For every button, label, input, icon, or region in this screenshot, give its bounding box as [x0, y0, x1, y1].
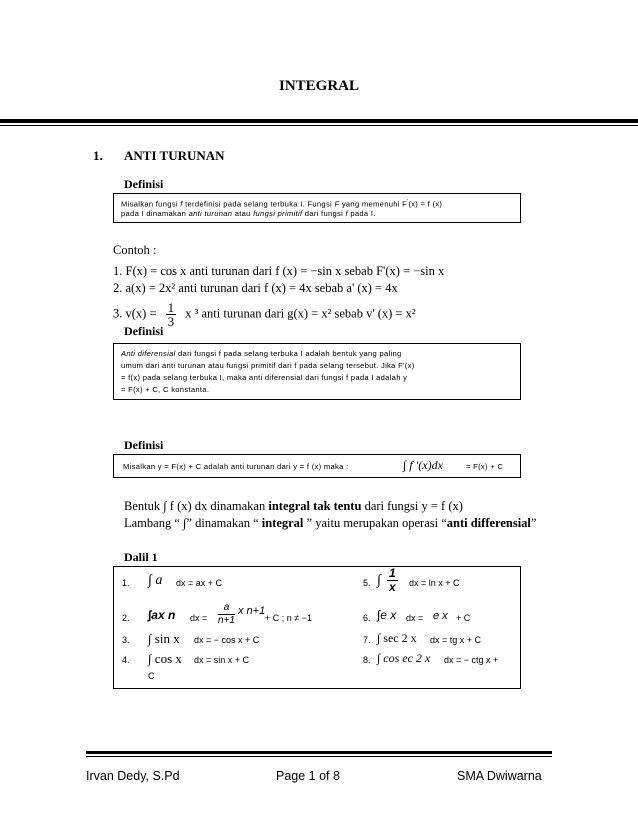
definition-1-line-2: pada I dinamakan anti turunan atau fungsi primitif dari fungsi f pada I.	[121, 209, 376, 218]
section-number: 1.	[93, 148, 103, 163]
dalil-item-6-tail: + C	[456, 613, 471, 623]
dalil-heading: Dalil 1	[124, 550, 158, 564]
dalil-item-7-number: 7.	[363, 635, 371, 645]
dalil-item-2-tail: + C ; n ≠ −1	[265, 613, 312, 623]
dalil-item-6-formula: ∫e x	[377, 608, 397, 622]
page-title: INTEGRAL	[278, 78, 360, 94]
definition-1-heading: Definisi	[124, 177, 164, 191]
footer-page-number: Page 1 of 8	[276, 769, 340, 783]
definition-3-result: = F(x) + C	[466, 462, 504, 471]
dalil-item-8-result: dx = − ctg x +	[444, 655, 499, 665]
dalil-item-2-number: 2.	[122, 613, 130, 623]
footer-rule-thick	[86, 751, 552, 754]
dalil-item-2-power: x n+1	[238, 605, 266, 617]
dalil-item-3-number: 3.	[122, 635, 130, 645]
dalil-item-3-formula: ∫ sin x	[148, 631, 180, 646]
example-3-fraction: $\frac{1}{3}$	[167, 300, 175, 329]
definition-3-text: Misalkan y = F(x) + C adalah anti turunan dari y = f (x) maka :	[123, 462, 349, 471]
definition-3-box	[113, 454, 521, 478]
dalil-item-5-result: dx = ln x + C	[409, 578, 460, 588]
definition-2-line-3: = f(x) pada selang terbuka I, maka anti diferensial dari fungsi f pada I adalah y	[121, 373, 408, 382]
definition-1-line-1: Misalkan fungsi f terdefinisi pada selang terbuka I. Fungsi F yang memenuhi F'(x) = f (x)	[121, 199, 443, 209]
dalil-item-1-number: 1.	[122, 578, 130, 588]
dalil-item-3-result: dx = − cos x + C	[194, 635, 260, 645]
example-3-text: x ³ anti turunan dari g(x) = x² sebab v' (x) = x²	[185, 306, 416, 321]
definition-3-formula: ∫ f ′(x)dx	[403, 458, 443, 472]
lambang-line: Lambang “ ∫” dinamakan “ integral ” yaitu merupakan operasi “anti differensial”	[124, 516, 537, 530]
bentuk-line: Bentuk ∫ f (x) dx dinamakan integral tak tentu dari fungsi y = f (x)	[124, 499, 463, 513]
dalil-item-2-dx: dx =	[190, 613, 208, 623]
dalil-item-4-result: dx = sin x + C	[194, 655, 250, 665]
footer-school: SMA Dwiwarna	[457, 769, 542, 783]
footer-author: Irvan Dedy, S.Pd	[86, 769, 180, 783]
example-3-label: 3. v(x) =	[113, 306, 157, 321]
dalil-item-4-number: 4.	[122, 655, 130, 665]
dalil-item-8-number: 8.	[363, 655, 371, 665]
dalil-item-6-power: e x	[433, 610, 448, 622]
footer-rule-thin	[86, 756, 552, 757]
definition-2-heading: Definisi	[124, 324, 164, 338]
section-title: ANTI TURUNAN	[124, 148, 225, 163]
dalil-item-5-fraction: 1 x	[389, 566, 396, 594]
dalil-item-5-integral: ∫	[377, 573, 381, 588]
definition-2-line-1: Anti diferensial dari fungsi f pada selang terbuka I adalah bentuk yang paling	[121, 349, 402, 358]
dalil-item-4-wrap: C	[148, 671, 155, 681]
dalil-item-5-number: 5.	[363, 578, 371, 588]
example-1: 1. F(x) = cos x anti turunan dari f (x) = −sin x sebab F'(x) = −sin x	[113, 264, 445, 278]
dalil-item-4-formula: ∫ cos x	[148, 651, 182, 666]
dalil-item-6-dx: dx =	[406, 613, 424, 623]
dalil-item-1-result: dx = ax + C	[176, 578, 223, 588]
title-rule-thick	[0, 119, 638, 123]
dalil-item-2-formula: ∫ax n	[148, 608, 176, 622]
dalil-item-8-formula: ∫ cos ec 2 x	[377, 651, 431, 665]
definition-3-heading: Definisi	[124, 438, 164, 452]
dalil-item-7-formula: ∫ sec 2 x	[377, 631, 417, 645]
example-2: 2. a(x) = 2x² anti turunan dari f (x) = 4x sebab a' (x) = 4x	[113, 281, 398, 295]
definition-2-box	[113, 343, 521, 400]
definition-2-line-2: umum dari anti turunan atau fungsi primitif dari f pada selang tersebut. Jika F'(x)	[121, 361, 415, 370]
examples-heading: Contoh :	[113, 243, 157, 257]
dalil-item-1-formula: ∫ a	[148, 573, 163, 588]
definition-2-line-4: = F(x) + C, C konstanta.	[121, 385, 210, 394]
title-rule-thin	[0, 125, 638, 126]
dalil-box	[113, 566, 521, 689]
dalil-item-6-number: 6.	[363, 613, 371, 623]
dalil-item-2-fraction: a n+1	[218, 602, 235, 626]
definition-1-box	[113, 193, 521, 223]
dalil-item-7-result: dx = tg x + C	[430, 635, 482, 645]
